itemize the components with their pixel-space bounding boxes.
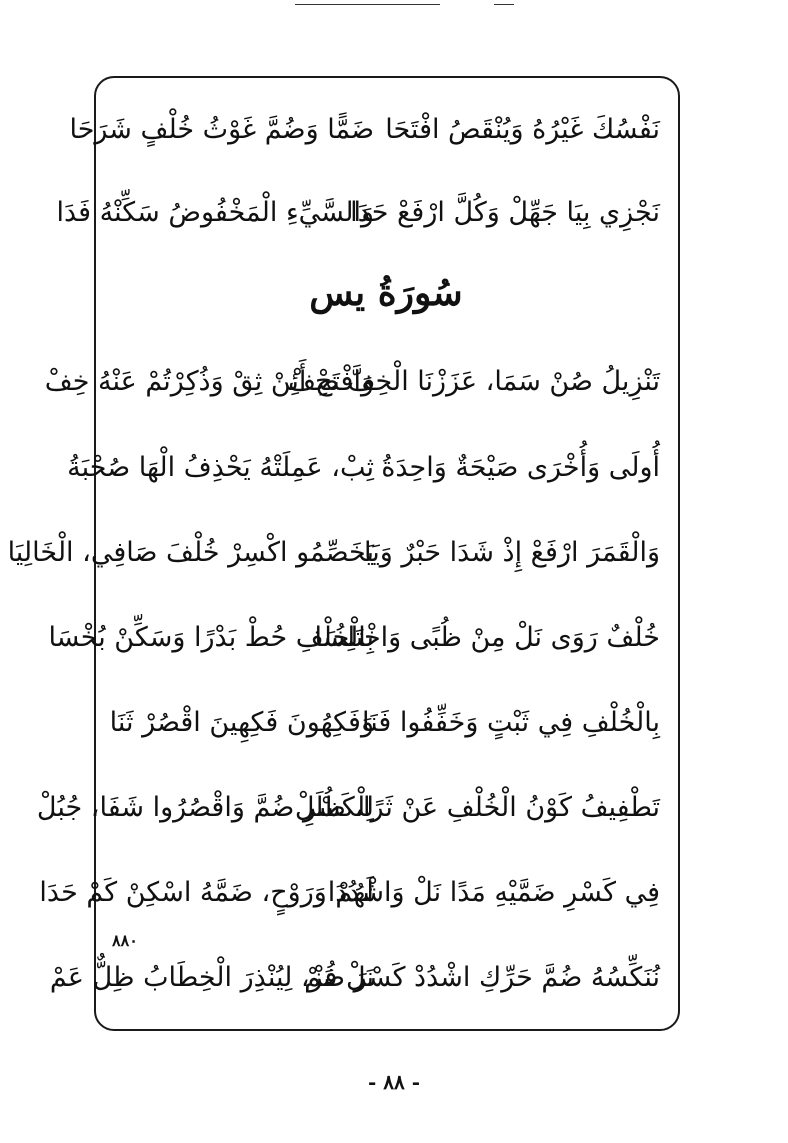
verse-second-hemistich: ضَمًّا وَضُمَّ غَوْثُ خُلْفٍ شَرَحَا (69, 114, 374, 145)
verse-first-hemistich: وَالْقَمَرَ ارْفَعْ إِذْ شَدَا حَبْرٌ وَيَا (364, 537, 660, 568)
verse-line (39, 863, 660, 923)
verse-second-hemistich: وَالسَّيِّءِ الْمَخْفُوضُ سَكِّنْهُ فَدَا (56, 197, 374, 228)
verse-line (56, 183, 660, 243)
top-rule-long (295, 4, 440, 5)
verse-line (109, 693, 660, 753)
verse-second-hemistich: يَخَصِّمُو اكْسِرْ خُلْفَ صَافِي، الْخَالِيَا (7, 537, 374, 568)
verse-second-hemistich: لِلْكَسْرِ ضُمَّ وَاقْصُرُوا شَفَا، جُبُلْ (36, 792, 374, 823)
verse-line (7, 523, 660, 583)
verse-second-hemistich: نَلْ فُزْ، لِيُنْذِرَ الْخِطَابُ ظِلٌّ عَمْ (49, 962, 374, 993)
verse-second-hemistich: وَافْتَحْ أَئِنْ ثِقْ وَذُكِرْتُمْ عَنْهُ خِفْ (44, 366, 374, 397)
page-number: - ٨٨ - (367, 1070, 420, 1094)
verse-first-hemistich: نَجْزِي بِيَا جَهِّلْ وَكُلَّ ارْفَعْ حَدَا (350, 197, 660, 228)
surah-title: سُورَةُ يس (309, 272, 463, 314)
verse-second-hemistich: وَفَكِهُونَ فَكِهِينَ اقْصُرْ ثَنَا (109, 707, 374, 738)
verse-second-hemistich: ثِبْ، عَمِلَتْهُ يَحْذِفُ الْهَا صُحْبَةُ (67, 452, 374, 483)
verse-line (49, 948, 660, 1008)
verse-first-hemistich: فِي كَسْرِ ضَمَّيْهِ مَدًا نَلْ وَاشْدُدَا (327, 877, 660, 908)
verse-line (44, 352, 660, 412)
verse-first-hemistich: بِالْخُلْفِ فِي ثَبْتٍ وَخَفِّفُوا فَنَا (362, 707, 660, 738)
verse-second-hemistich: لَهُمْ وَرَوْحٍ، ضَمَّهُ اسْكِنْ كَمْ حَدَا (39, 877, 374, 908)
verse-first-hemistich: نَفْسُكَ غَيْرُهُ وَيُنْقَصُ افْتَحَا (385, 114, 660, 145)
verse-first-hemistich: أُولَى وَأُخْرَى صَيْحَةٌ وَاحِدَةُ (381, 452, 660, 483)
verse-line (48, 608, 660, 668)
verse-line (67, 438, 660, 498)
top-rule-short (494, 4, 514, 5)
verse-line (36, 778, 660, 838)
verse-first-hemistich: تَنْزِيلُ صُنْ سَمَا، عَزَزْنَا الْخِفَّ صِفْ (288, 366, 660, 397)
verse-first-hemistich: خُلْفٌ رَوَى نَلْ مِنْ ظُبًى وَاخْتَلِسَا (314, 622, 660, 653)
verse-first-hemistich: تَطْفِيفُ كَوْنُ الْخُلْفِ عَنْ ثَرًا، ظُلَلْ (294, 792, 660, 823)
verse-second-hemistich: بِالْخُلْفِ حُطْ بَدْرًا وَسَكِّنْ بُخْسَا (48, 622, 374, 653)
verse-first-hemistich: نُنَكِّسُهُ ضُمَّ حَرِّكِ اشْدُدْ كَسْرَ ضَمْ (304, 962, 660, 993)
verse-number: ٨٨٠ (112, 931, 138, 950)
verse-line (69, 100, 660, 160)
